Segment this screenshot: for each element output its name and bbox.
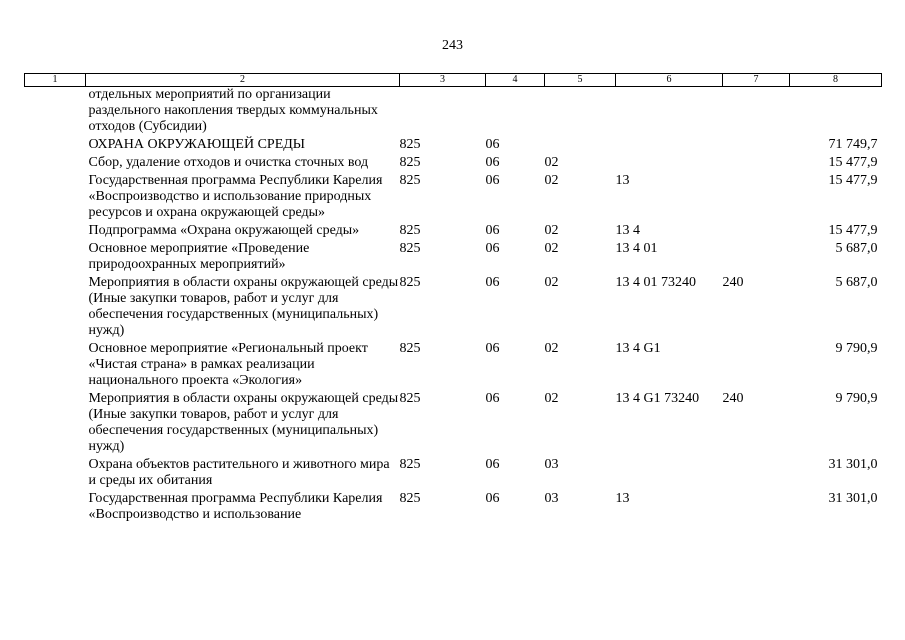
row-name: Государственная программа Республики Карелия «Воспроизводство и использование [88,491,383,522]
row-number [25,87,86,138]
row-ministry: 825 [399,155,421,170]
row-section: 06 [485,137,500,152]
table-row [25,491,882,525]
row-section [486,87,545,138]
row-name: отдельных мероприятий по организации раздельного накопления твердых коммунальных отходов (Субсидии) [88,87,378,134]
row-amount: 9 790,9 [835,341,878,356]
col-header-6: 6 [616,74,723,87]
row-section: 06 [485,155,500,170]
row-ministry: 825 [399,137,421,152]
row-expense-type [723,155,790,173]
row-expense-type [723,457,790,491]
row-amount: 15 477,9 [828,173,878,188]
row-number [25,173,86,223]
row-subsection [545,137,616,155]
row-ministry: 825 [399,491,421,506]
row-number [25,341,86,391]
row-ministry: 825 [399,275,421,290]
row-ministry: 825 [399,223,421,238]
row-name: Государственная программа Республики Карелия «Воспроизводство и использование природных ресурсов и охрана окружающей среды» [88,173,383,220]
budget-table [24,73,882,525]
row-amount: 15 477,9 [828,223,878,238]
row-section: 06 [485,391,500,406]
row-target-article: 13 4 G1 [615,341,661,356]
row-section: 06 [485,491,500,506]
row-subsection [545,87,616,138]
row-expense-type [723,173,790,223]
row-name: Подпрограмма «Охрана окружающей среды» [88,223,360,238]
row-number [25,155,86,173]
row-ministry: 825 [399,391,421,406]
row-amount: 9 790,9 [835,391,878,406]
row-expense-type [723,223,790,241]
row-number [25,223,86,241]
row-name: Основное мероприятие «Проведение природоохранных мероприятий» [88,241,310,272]
table-row [25,155,882,173]
table-row [25,391,882,457]
row-amount: 5 687,0 [835,241,878,256]
row-name: Основное мероприятие «Региональный проект «Чистая страна» в рамках реализации национального проекта «Экология» [88,341,368,388]
row-section: 06 [485,223,500,238]
table-row [25,137,882,155]
row-target-article: 13 4 01 [615,241,658,256]
row-name: Охрана объектов растительного и животного мира и среды их обитания [88,457,390,488]
col-header-8: 8 [790,74,882,87]
row-amount: 31 301,0 [828,491,878,506]
row-expense-type [723,491,790,525]
row-number [25,491,86,525]
col-header-3: 3 [400,74,486,87]
row-ministry [400,87,486,138]
header-row [25,74,882,87]
row-subsection: 03 [544,457,559,472]
row-amount: 5 687,0 [835,275,878,290]
row-target-article [616,155,723,173]
table-row [25,275,882,341]
col-header-7: 7 [723,74,790,87]
row-subsection: 02 [544,241,559,256]
row-number [25,275,86,341]
row-target-article [616,87,723,138]
col-header-4: 4 [486,74,545,87]
row-target-article: 13 4 01 73240 [615,275,696,290]
row-number [25,391,86,457]
row-subsection: 02 [544,155,559,170]
row-subsection: 02 [544,391,559,406]
row-amount: 15 477,9 [828,155,878,170]
page-number: 243 [442,38,463,53]
row-subsection: 03 [544,491,559,506]
row-expense-type [723,87,790,138]
row-ministry: 825 [399,457,421,472]
row-subsection: 02 [544,173,559,188]
table-row [25,341,882,391]
row-section: 06 [485,241,500,256]
row-expense-type [723,341,790,391]
table-row [25,223,882,241]
row-subsection: 02 [544,223,559,238]
col-header-1: 1 [25,74,86,87]
row-section: 06 [485,275,500,290]
row-target-article: 13 4 [615,223,640,238]
table-body [25,87,882,526]
row-section: 06 [485,341,500,356]
row-target-article [616,457,723,491]
col-header-2: 2 [86,74,400,87]
table-row [25,87,882,138]
row-ministry: 825 [399,241,421,256]
row-target-article: 13 [615,491,630,506]
row-expense-type: 240 [722,391,744,406]
row-ministry: 825 [399,173,421,188]
row-target-article: 13 [615,173,630,188]
row-target-article: 13 4 G1 73240 [615,391,700,406]
row-section: 06 [485,173,500,188]
row-expense-type [723,241,790,275]
row-amount [790,87,882,138]
table-row [25,173,882,223]
row-subsection: 02 [544,341,559,356]
row-expense-type [723,137,790,155]
row-amount: 71 749,7 [828,137,878,152]
row-name: ОХРАНА ОКРУЖАЮЩЕЙ СРЕДЫ [88,137,306,152]
table-row [25,241,882,275]
col-header-5: 5 [545,74,616,87]
row-expense-type: 240 [722,275,744,290]
row-name: Мероприятия в области охраны окружающей среды (Иные закупки товаров, работ и услуг для обеспечения государственных (муниципальных) нужд) [88,275,399,338]
row-number [25,457,86,491]
row-number [25,241,86,275]
row-section: 06 [485,457,500,472]
row-number [25,137,86,155]
row-target-article [616,137,723,155]
table-header [25,74,882,87]
row-amount: 31 301,0 [828,457,878,472]
row-ministry: 825 [399,341,421,356]
row-name: Сбор, удаление отходов и очистка сточных вод [88,155,369,170]
row-name: Мероприятия в области охраны окружающей среды (Иные закупки товаров, работ и услуг для обеспечения государственных (муниципальных) нужд) [88,391,399,454]
table-row [25,457,882,491]
row-subsection: 02 [544,275,559,290]
